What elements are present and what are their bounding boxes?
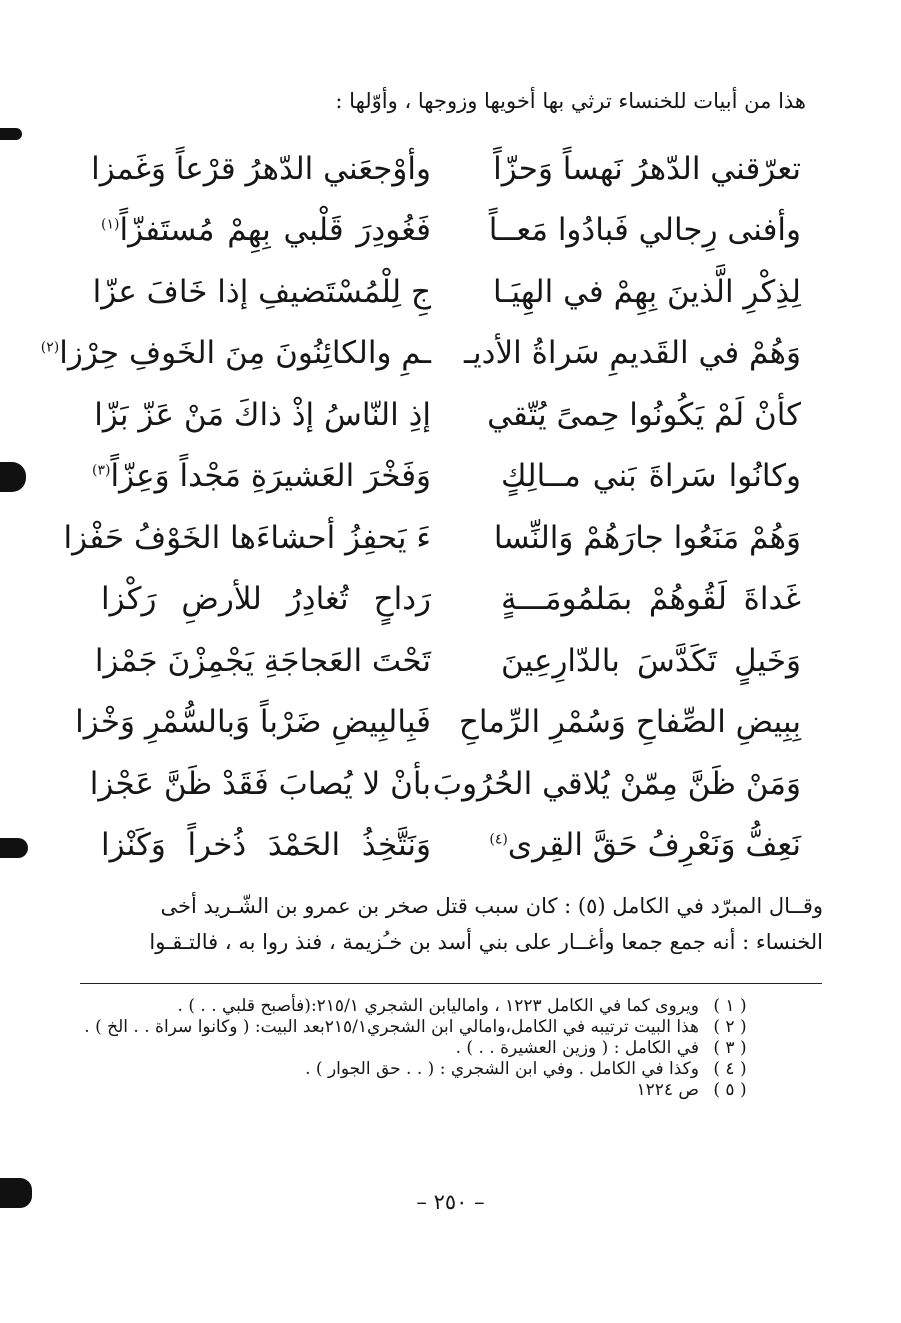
verse-second-hemistich bbox=[101, 581, 431, 617]
hemistich-text: وَفَخْرَ العَشيرَةِ مَجْداً وَعِزّاً bbox=[110, 458, 431, 495]
margin-mark bbox=[0, 838, 28, 858]
footnote-number: ( ١ ) bbox=[713, 996, 747, 1016]
verse bbox=[94, 384, 801, 446]
footnote bbox=[81, 1017, 761, 1038]
hemistich-text: بأنْ لا يُصابَ فَقَدْ ظَنَّ عَجْزا bbox=[89, 765, 431, 802]
footnote-separator bbox=[80, 983, 822, 984]
verse-second-hemistich bbox=[101, 212, 431, 248]
verse bbox=[92, 446, 801, 508]
verse-second-hemistich bbox=[92, 458, 431, 495]
verse-second-hemistich bbox=[94, 642, 431, 679]
footnote bbox=[81, 1080, 761, 1101]
footnote-marker: (٤) bbox=[489, 831, 508, 848]
footnote-number: ( ٥ ) bbox=[713, 1080, 747, 1100]
verse-first-hemistich: لِذِكْرِ الَّذينَ بِهِمْ في الهِيَـا bbox=[493, 273, 801, 310]
footnote-text: وكذا في الكامل . وفي ابن الشجري : ( . . حق الجوار ) . bbox=[305, 1059, 699, 1079]
verse bbox=[101, 815, 801, 877]
footnote-text: ص ١٢٢٤ bbox=[636, 1080, 699, 1100]
verse-second-hemistich bbox=[91, 150, 431, 187]
hemistich-text: فَبِالبِيضِ ضَرْباً وَبالسُّمْرِ وَخْزا bbox=[75, 704, 431, 741]
verse-second-hemistich bbox=[94, 396, 431, 433]
verse-second-hemistich bbox=[89, 765, 431, 802]
prose-line: وقــال المبرّد في الكامل (٥) : كان سبب قتل صخر بن عمرو بن الشّـريد أخى bbox=[160, 894, 823, 918]
verse bbox=[101, 569, 801, 631]
footnotes bbox=[81, 996, 761, 1101]
footnote-text: ويروى كما في الكامل ١٢٢٣ ، واماليابن الشجري ٢١٥/١:(فأصبح قلبي . . ) . bbox=[177, 996, 699, 1016]
verse-first-hemistich: غَداةَ لَقُوهُمْ بمَلمُومَـــةٍ bbox=[501, 581, 801, 618]
verse-first-hemistich: بِبِيضِ الصِّفاحِ وَسُمْرِ الرِّماحِ bbox=[458, 704, 801, 741]
verse bbox=[94, 630, 801, 692]
footnote-marker: (١) bbox=[101, 216, 120, 233]
hemistich-text: نَعِفُّ وَنَعْرِفُ حَقَّ القِرى bbox=[507, 827, 801, 864]
prose-paragraph bbox=[73, 888, 823, 960]
hemistich-text: ءَ يَحفِزُ أحشاءَها الخَوْفُ حَفْزا bbox=[63, 519, 431, 556]
verse bbox=[101, 200, 801, 262]
verse bbox=[40, 323, 801, 385]
verse bbox=[89, 753, 801, 815]
verse-second-hemistich bbox=[40, 335, 431, 372]
footnote-number: ( ٣ ) bbox=[713, 1038, 747, 1058]
hemistich-text: إذِ النّاسُ إذْ ذاكَ مَنْ عَزّ بَزّا bbox=[94, 396, 431, 433]
verse-second-hemistich bbox=[92, 273, 431, 310]
footnote bbox=[81, 1059, 761, 1080]
verse-first-hemistich: وكانُوا سَراةَ بَني مــالِكٍ bbox=[501, 458, 801, 495]
footnote-text: في الكامل : ( وزين العشيرة . . ) . bbox=[455, 1038, 699, 1058]
footnote bbox=[81, 1038, 761, 1059]
intro-line: هذا من أبيات للخنساء ترثي بها أخويها وزوجها ، وأوّلها : bbox=[335, 89, 806, 113]
verse-first-hemistich: وَخَيلٍ تَكَدَّسَ بالدّارِعِينَ bbox=[501, 642, 801, 679]
verse-first-hemistich: كأنْ لَمْ يَكُونُوا حِمىً يُتّقي bbox=[487, 396, 801, 433]
verse-second-hemistich bbox=[101, 827, 431, 863]
verse-second-hemistich bbox=[63, 519, 431, 556]
hemistich-text: ـمِ والكائِنُونَ مِنَ الخَوفِ حِرْزا bbox=[59, 335, 431, 372]
footnote-marker: (٢) bbox=[40, 339, 60, 356]
hemistich-text: فَغُودِرَ قَلْبي بِهِمْ مُستَفزّاً bbox=[119, 212, 431, 249]
margin-mark bbox=[0, 128, 22, 140]
poem bbox=[40, 138, 801, 876]
footnote-number: ( ٤ ) bbox=[713, 1059, 747, 1079]
verse bbox=[92, 261, 801, 323]
verse-first-hemistich bbox=[489, 827, 801, 864]
verse-first-hemistich: وَهُمْ في القَديمِ سَراةُ الأديـ bbox=[463, 335, 801, 372]
hemistich-text: وأوْجعَني الدّهرُ قرْعاً وَغَمزا bbox=[91, 150, 431, 187]
verse bbox=[75, 692, 801, 754]
footnote bbox=[81, 996, 761, 1017]
footnote-marker: (٣) bbox=[92, 462, 111, 479]
verse bbox=[91, 138, 801, 200]
prose-line: الخنساء : أنه جمع جمعا وأغــار على بني أسد بن خـُزيمة ، فنذ روا به ، فالتـقـوا bbox=[149, 930, 823, 954]
verse-second-hemistich bbox=[75, 704, 431, 741]
hemistich-text: جِ لِلْمُسْتَضيفِ إذا خَافَ عزّا bbox=[92, 273, 431, 310]
page-number: – ٢٥٠ – bbox=[416, 1190, 485, 1214]
verse-first-hemistich: وأفنى رِجالي فَبادُوا مَعــاً bbox=[488, 212, 801, 249]
footnote-text: هذا البيت ترتيبه في الكامل،وامالي ابن الشجري٢١٥/١بعد البيت: ( وكانوا سراة . . الخ ) . bbox=[84, 1017, 699, 1037]
verse bbox=[63, 507, 801, 569]
footnote-number: ( ٢ ) bbox=[713, 1017, 747, 1037]
margin-mark bbox=[0, 462, 26, 492]
hemistich-text: وَنَتَّخِذُ الحَمْدَ ذُخراً وَكَنْزا bbox=[101, 827, 431, 864]
hemistich-text: تَحْتَ العَجاجَةِ يَجْمِزْنَ جَمْزا bbox=[94, 642, 431, 679]
verse-first-hemistich: تعرّقني الدّهرُ نَهساً وَحزّاً bbox=[493, 150, 801, 187]
hemistich-text: رَداحٍ تُغادِرُ للأرضِ رَكْزا bbox=[101, 581, 431, 618]
verse-first-hemistich: وَمَنْ ظَنَّ مِمّنْ يُلاقي الحُرُوبَ bbox=[432, 765, 801, 802]
verse-first-hemistich: وَهُمْ مَنَعُوا جارَهُمْ وَالنِّسا bbox=[493, 519, 801, 556]
